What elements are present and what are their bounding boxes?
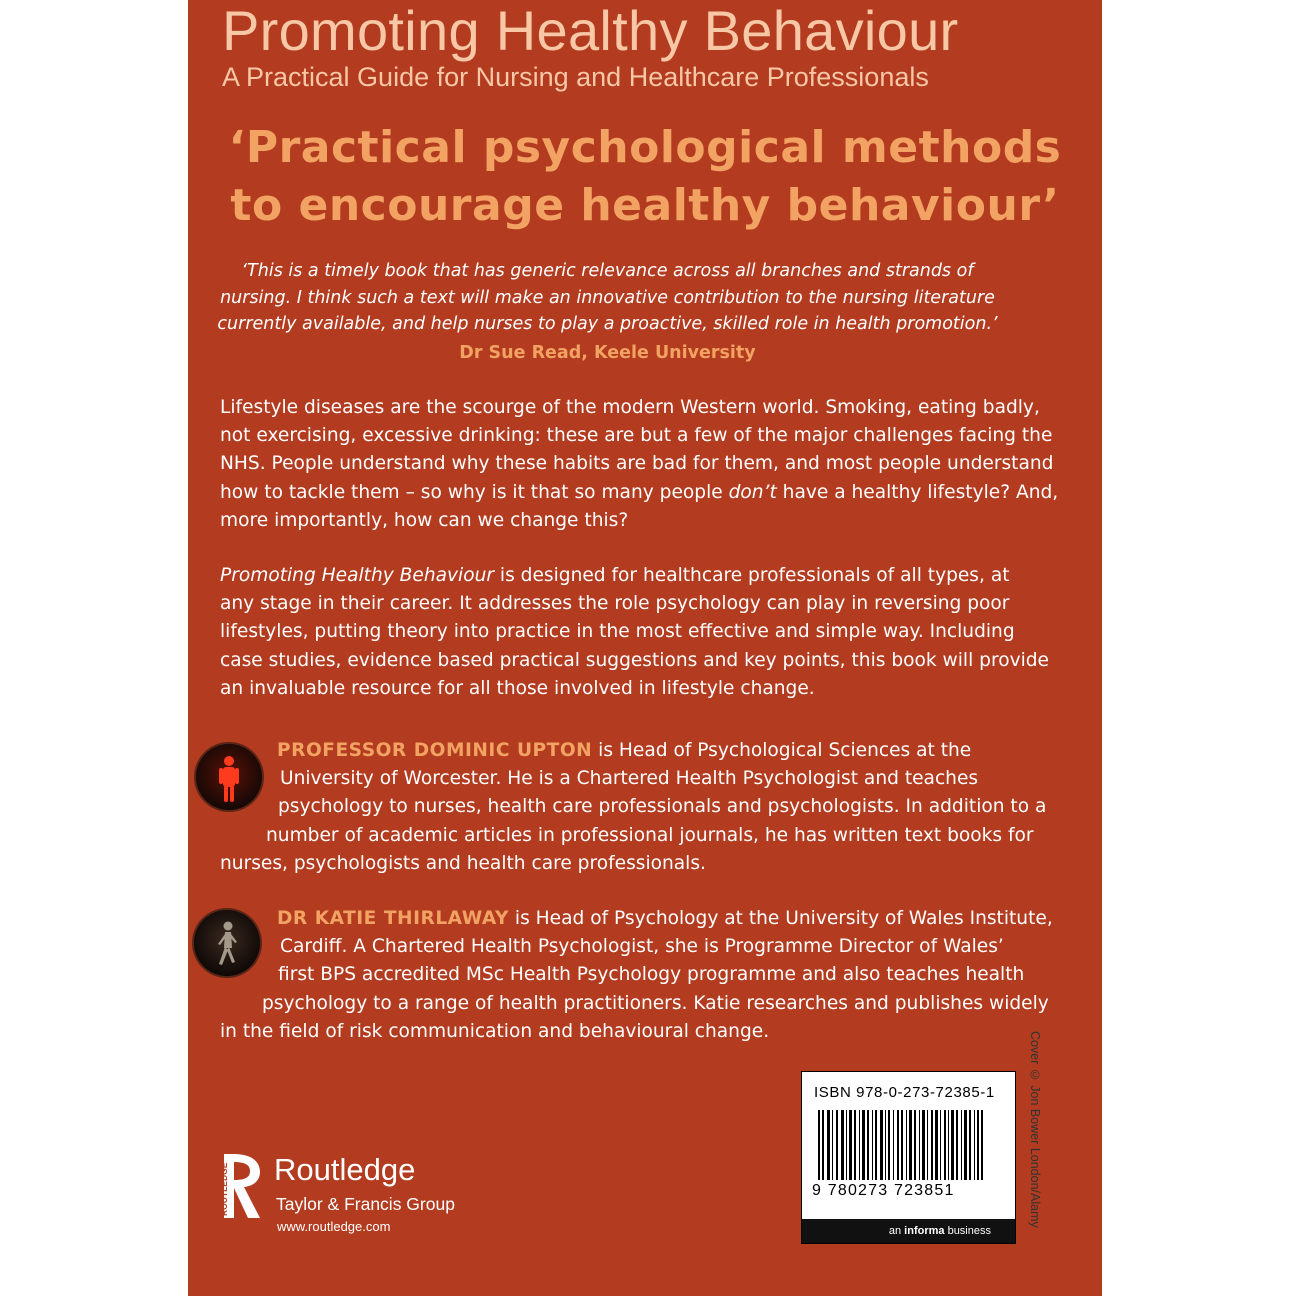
review-quote — [205, 258, 1010, 338]
publisher-group: Taylor & Francis Group — [276, 1194, 455, 1214]
para1-line-4-end: have a healthy lifestyle? And, — [776, 481, 1059, 503]
description-paragraph-1 — [220, 394, 1059, 535]
author2-name: DR KATIE THIRLAWAY — [277, 908, 509, 929]
author1-line-5: nurses, psychologists and health care professionals. — [220, 852, 706, 874]
author2-line-5: in the field of risk communication and behavioural change. — [220, 1020, 770, 1042]
author2-line-1 — [220, 905, 1053, 933]
book-subtitle: A Practical Guide for Nursing and Healthcare Professionals — [222, 62, 929, 92]
tagline-line-1: ‘Practical psychological methods — [228, 122, 1062, 173]
publisher-name: Routledge — [274, 1152, 416, 1187]
author2-line-4: psychology to a range of health practitioners. Katie researches and publishes widely — [262, 992, 1049, 1014]
barcode-bars — [816, 1110, 1002, 1180]
author1-name: PROFESSOR DOMINIC UPTON — [277, 740, 593, 761]
quote-line-3: currently available, and help nurses to play a proactive, skilled role in health promotion.’ — [217, 314, 998, 334]
quote-line-2: nursing. I think such a text will make an innovative contribution to the nursing literature — [220, 287, 995, 308]
para1-line-1: Lifestyle diseases are the scourge of the modern Western world. Smoking, eating badly, — [220, 397, 1040, 418]
informa-brand: informa — [904, 1225, 945, 1237]
cover-photo-credit: Cover © Jon Bower London/Alamy — [1028, 1031, 1042, 1228]
para2-line-1-end: is designed for healthcare professionals of all types, at — [494, 565, 1010, 586]
informa-prefix: an — [888, 1225, 905, 1237]
para2-line-2: any stage in their career. It addresses the role psychology can play in reversing poor — [220, 593, 1010, 615]
author2-line-3: first BPS accredited MSc Health Psychology programme and also teaches health — [278, 964, 1025, 986]
author1-bio — [220, 737, 1050, 878]
para1-line-2: not exercising, excessive drinking: these are but a few of the major challenges facing the — [220, 425, 1053, 447]
quote-attribution: Dr Sue Read, Keele University — [459, 343, 756, 363]
author1-line-1-end: is Head of Psychological Sciences at the — [592, 740, 972, 761]
routledge-logo-icon — [216, 1150, 266, 1226]
author1-line-4: number of academic articles in professional journals, he has written text books for — [266, 824, 1034, 846]
para1-line-4-start: how to tackle them – so why is it that so many people — [220, 481, 729, 503]
author1-line-2: University of Worcester. He is a Chartered Health Psychologist and teaches — [280, 768, 979, 790]
quote-line-1: ‘This is a timely book that has generic relevance across all branches and strands of — [241, 261, 974, 281]
para1-line-4 — [220, 479, 1059, 507]
publisher-website: www.routledge.com — [277, 1219, 391, 1234]
informa-suffix: business — [944, 1225, 991, 1237]
barcode-number: 9 780273 723851 — [812, 1182, 955, 1199]
para2-line-5: an invaluable resource for all those involved in lifestyle change. — [220, 677, 815, 699]
tagline-line-2: to encourage healthy behaviour’ — [230, 180, 1060, 231]
isbn-barcode — [801, 1071, 1016, 1244]
para1-line-5: more importantly, how can we change this? — [220, 509, 629, 531]
routledge-logo-text: ROUTLEDGE — [219, 1162, 229, 1216]
para1-line-3: NHS. People understand why these habits are bad for them, and most people understand — [220, 453, 1054, 475]
para2-book-title: Promoting Healthy Behaviour — [220, 565, 494, 586]
isbn-label: ISBN 978-0-273-72385-1 — [814, 1084, 995, 1101]
para2-line-4: case studies, evidence based practical suggestions and key points, this book will provide — [220, 649, 1050, 671]
para1-emphasis: don’t — [728, 481, 777, 503]
para2-line-1 — [220, 562, 1050, 590]
author2-line-1-end: is Head of Psychology at the University of Wales Institute, — [509, 908, 1053, 929]
author2-line-2: Cardiff. A Chartered Health Psychologist, she is Programme Director of Wales’ — [280, 936, 1004, 958]
author1-line-3: psychology to nurses, health care professionals and psychologists. In addition to a — [278, 796, 1047, 818]
book-title: Promoting Healthy Behaviour — [222, 0, 959, 62]
author1-line-1 — [220, 737, 1050, 765]
para2-line-3: lifestyles, putting theory into practice in the most effective and simple way. Including — [220, 621, 1015, 643]
informa-banner — [802, 1219, 1015, 1243]
author2-bio — [220, 905, 1053, 1046]
description-paragraph-2 — [220, 562, 1050, 703]
